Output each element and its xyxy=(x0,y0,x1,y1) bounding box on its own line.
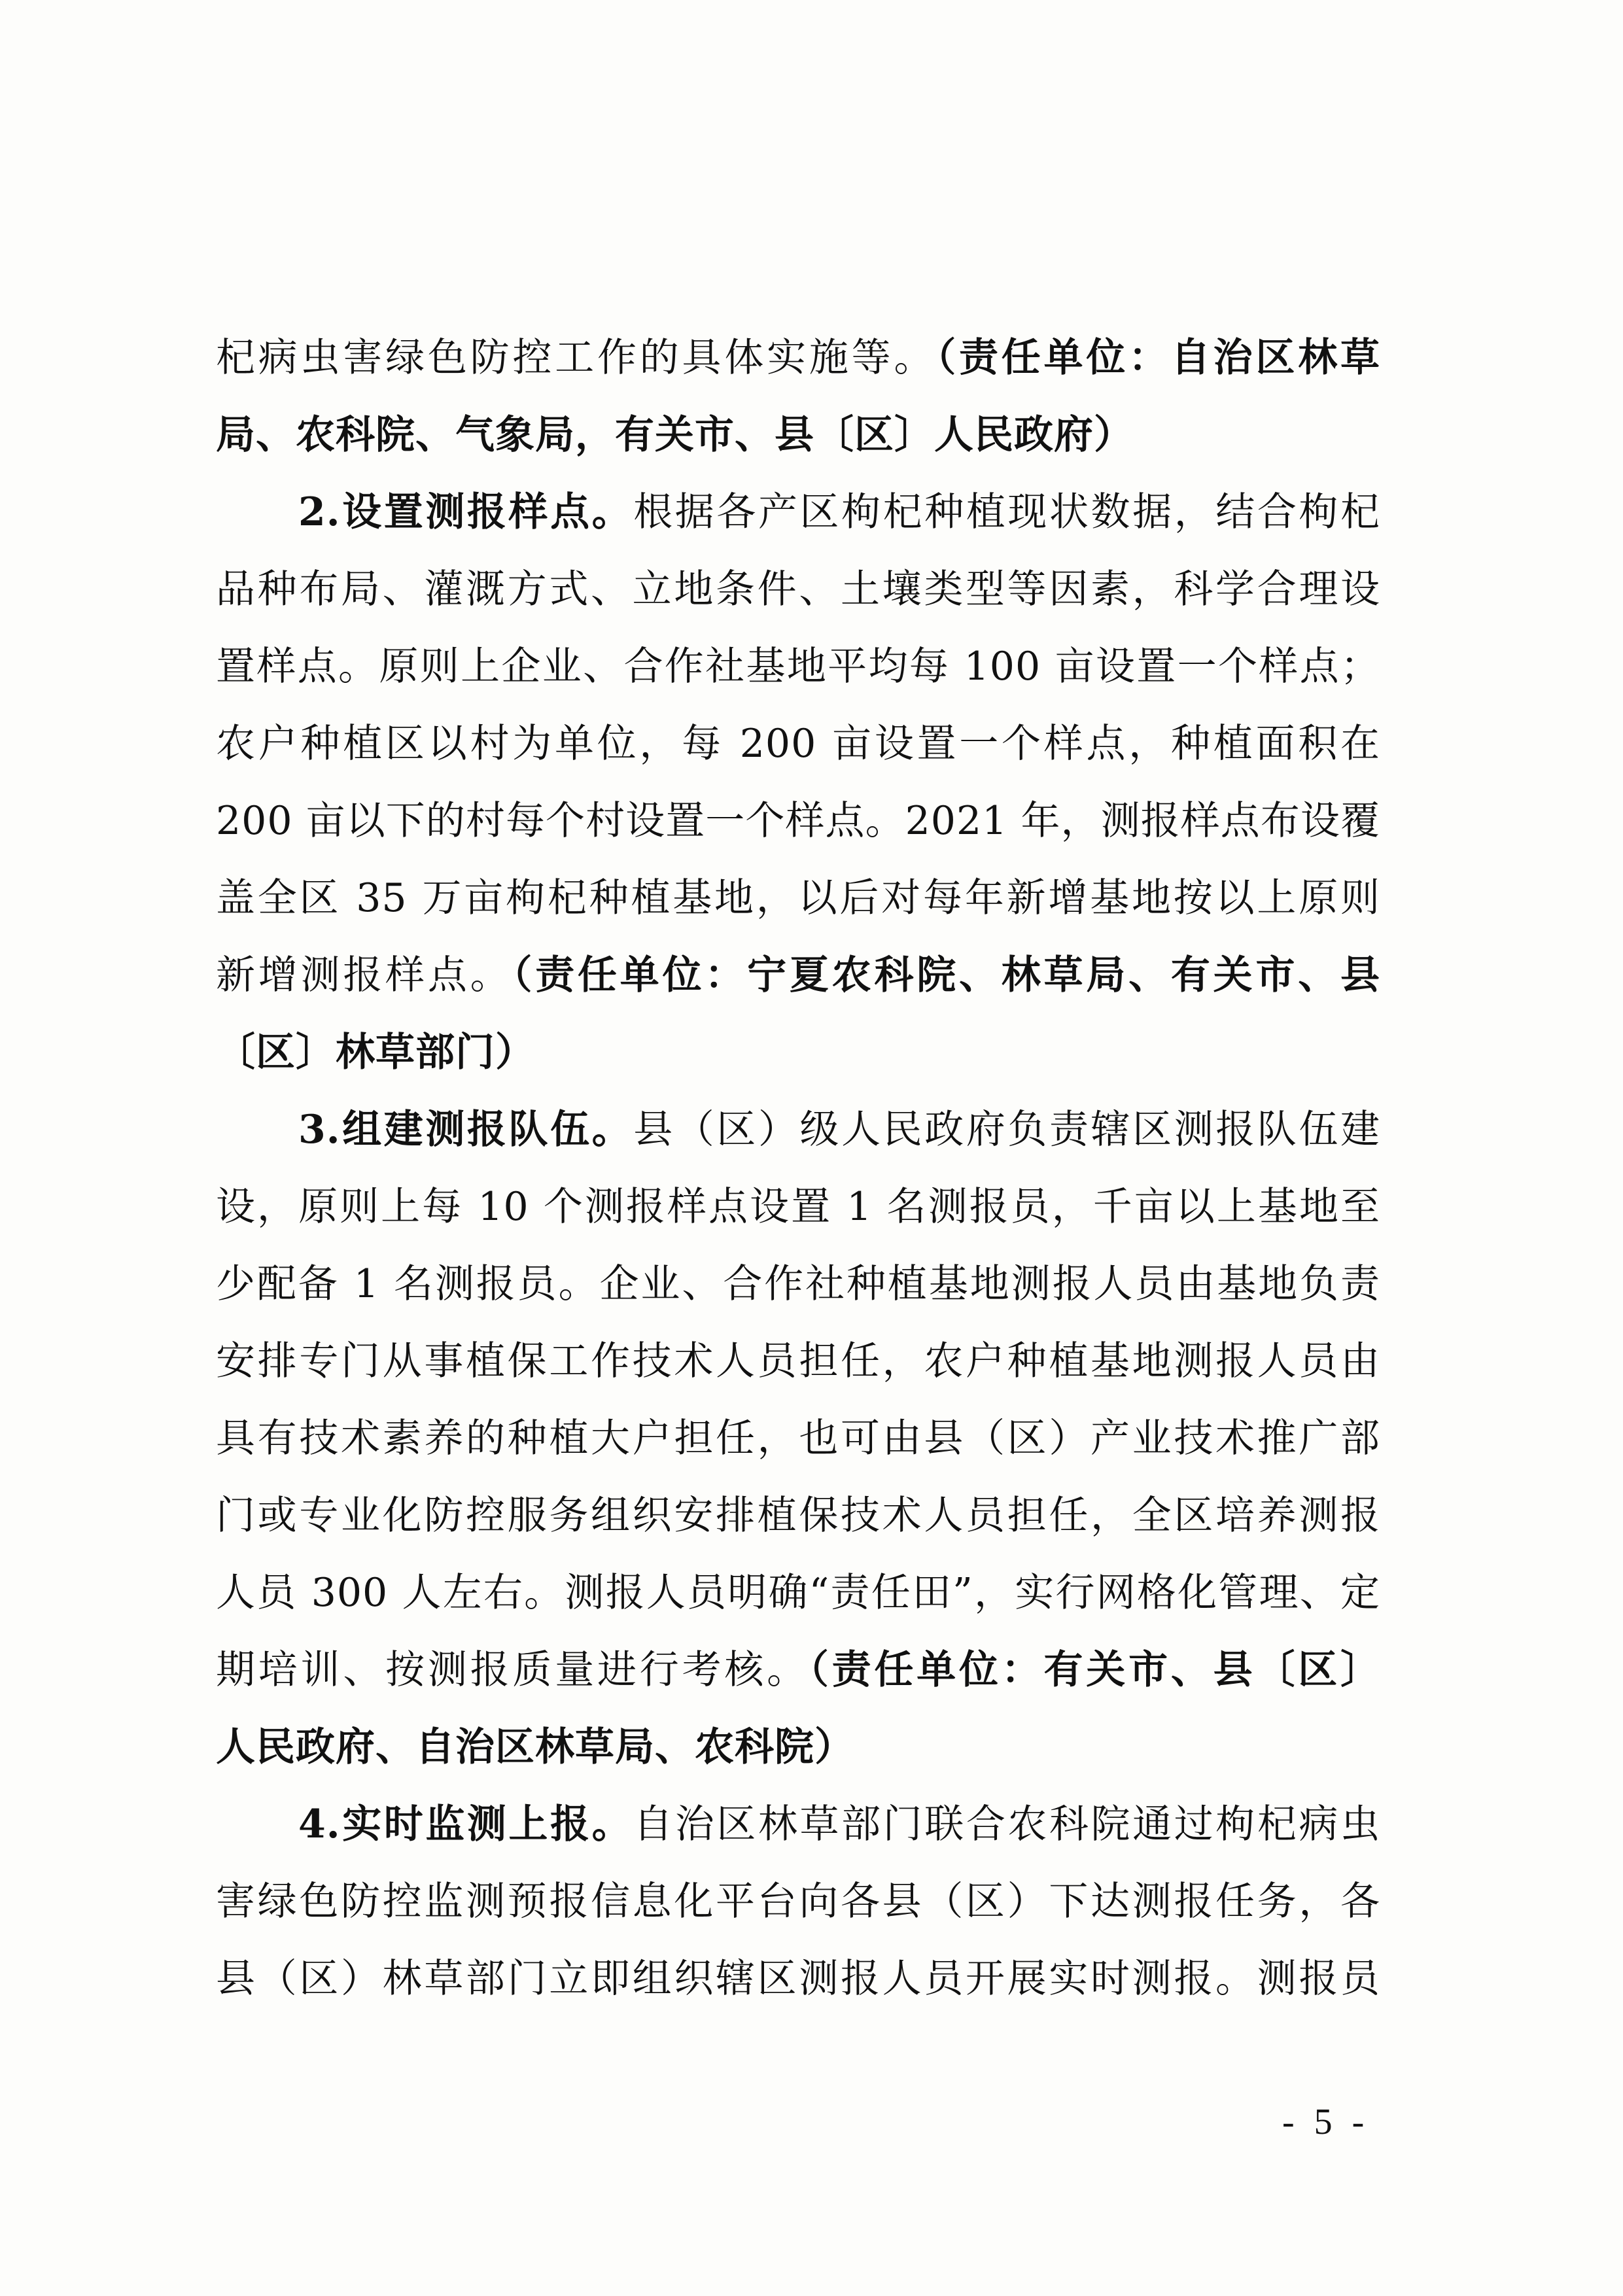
text-line-8: 盖全区 35 万亩枸杞种植基地，以后对每年新增基地按以上原则 xyxy=(216,875,1380,921)
text-line-5: 置样点。原则上企业、合作社基地平均每 100 亩设置一个样点； xyxy=(216,644,1380,689)
text-line-22: 县（区）林草部门立即组织辖区测报人员开展实时测报。测报员 xyxy=(216,1956,1380,2002)
text-line-6: 农户种植区以村为单位，每 200 亩设置一个样点，种植面积在 xyxy=(216,721,1380,767)
section-3-heading: 3.组建测报队伍。 xyxy=(298,1107,634,1153)
text-line-18: 期培训、按测报质量进行考核。（责任单位：有关市、县〔区〕 xyxy=(216,1647,1381,1693)
text-line-13: 少配备 1 名测报员。企业、合作社种植基地测报人员由基地负责 xyxy=(216,1261,1380,1307)
text-line-4: 品种布局、灌溉方式、立地条件、土壤类型等因素，科学合理设 xyxy=(216,566,1380,612)
text-line-21: 害绿色防控监测预报信息化平台向各县（区）下达测报任务，各 xyxy=(216,1879,1380,1924)
text-line-9: 新增测报样点。（责任单位：宁夏农科院、林草局、有关市、县 xyxy=(216,952,1381,998)
text-line-12: 设，原则上每 10 个测报样点设置 1 名测报员，千亩以上基地至 xyxy=(216,1184,1380,1230)
document-body xyxy=(216,319,1380,2017)
text-line-15: 具有技术素养的种植大户担任，也可由县（区）产业技术推广部 xyxy=(216,1416,1380,1461)
section-2-heading-line: 2.设置测报样点。根据各产区枸杞种植现状数据，结合枸杞 xyxy=(298,489,1380,535)
text-line-19: 人民政府、自治区林草局、农科院） xyxy=(216,1724,854,1770)
section-3-heading-line: 3.组建测报队伍。县（区）级人民政府负责辖区测报队伍建 xyxy=(298,1107,1380,1153)
section-4-heading: 4.实时监测上报。 xyxy=(298,1801,634,1847)
section-4-heading-line: 4.实时监测上报。自治区林草部门联合农科院通过枸杞病虫 xyxy=(298,1801,1380,1847)
text-line-1: 杞病虫害绿色防控工作的具体实施等。（责任单位：自治区林草 xyxy=(216,335,1381,381)
text-line-14: 安排专门从事植保工作技术人员担任，农户种植基地测报人员由 xyxy=(216,1338,1380,1384)
text-line-16: 门或专业化防控服务组织安排植保技术人员担任，全区培养测报 xyxy=(216,1493,1380,1539)
text-line-10: 〔区〕林草部门） xyxy=(216,1030,535,1075)
page-number: - 5 - xyxy=(1282,2102,1370,2142)
section-2-heading: 2.设置测报样点。 xyxy=(298,489,634,535)
text-line-2: 局、农科院、气象局，有关市、县〔区〕人民政府） xyxy=(216,412,1134,458)
text-line-17: 人员 300 人左右。测报人员明确“责任田”，实行网格化管理、定 xyxy=(216,1570,1380,1616)
text-line-7: 200 亩以下的村每个村设置一个样点。2021 年，测报样点布设覆 xyxy=(216,798,1380,844)
